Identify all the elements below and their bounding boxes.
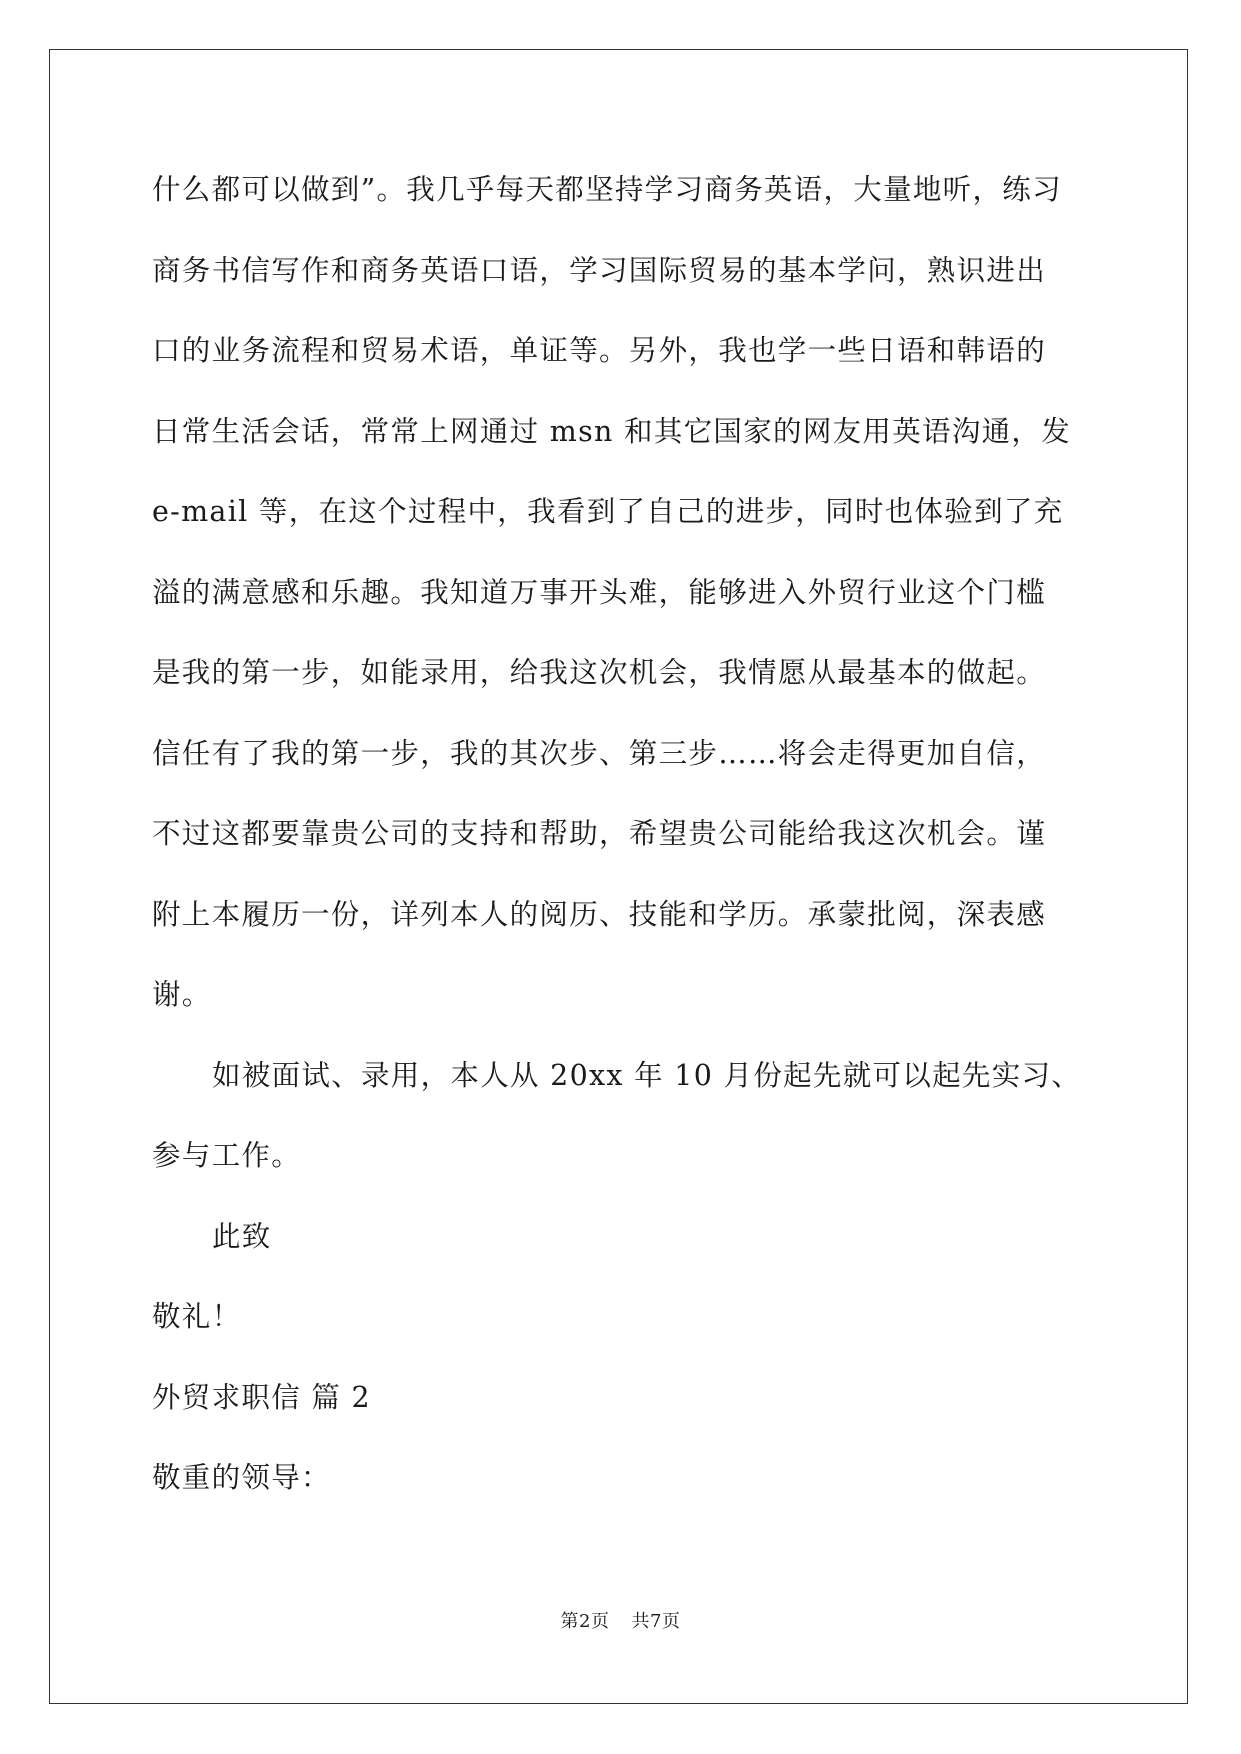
text-line: 是我的第一步，如能录用，给我这次机会，我情愿从最基本的做起。: [152, 656, 1047, 689]
text-line: e-mail 等，在这个过程中，我看到了自己的进步，同时也体验到了充: [152, 495, 1064, 528]
paragraph-start-line: 如被面试、录用，本人从 20xx 年 10 月份起先就可以起先实习、: [212, 1058, 1082, 1092]
text-line: 日常生活会话，常常上网通过 msn 和其它国家的网友用英语沟通，发: [152, 414, 1072, 448]
text-line: 信任有了我的第一步，我的其次步、第三步……将会走得更加自信，: [152, 736, 1047, 770]
text-line: 商务书信写作和商务英语口语，学习国际贸易的基本学问，熟识进出: [152, 253, 1047, 287]
section-heading: 外贸求职信 篇 2: [152, 1380, 371, 1414]
closing-regards: 敬礼！: [152, 1300, 242, 1333]
text-line: 什么都可以做到”。我几乎每天都坚持学习商务英语，大量地听，练习: [152, 173, 1062, 206]
text-line: 附上本履历一份，详列本人的阅历、技能和学历。承蒙批阅，深表感: [152, 897, 1047, 931]
page-footer: [0, 1607, 1241, 1633]
text-line: 参与工作。: [152, 1139, 302, 1172]
text-line: 口的业务流程和贸易术语，单证等。另外，我也学一些日语和韩语的: [152, 334, 1047, 367]
text-line: 谢。: [152, 978, 212, 1011]
closing-salutation: 此致: [212, 1219, 272, 1253]
page-number: 第2页: [560, 1611, 610, 1632]
text-line: 溢的满意感和乐趣。我知道万事开头难，能够进入外贸行业这个门槛: [152, 575, 1047, 609]
page-total: 共7页: [631, 1611, 681, 1632]
document-body: [152, 150, 1092, 1519]
text-line: 不过这都要靠贵公司的支持和帮助，希望贵公司能给我这次机会。谨: [152, 817, 1047, 850]
greeting-line: 敬重的领导：: [152, 1461, 331, 1494]
